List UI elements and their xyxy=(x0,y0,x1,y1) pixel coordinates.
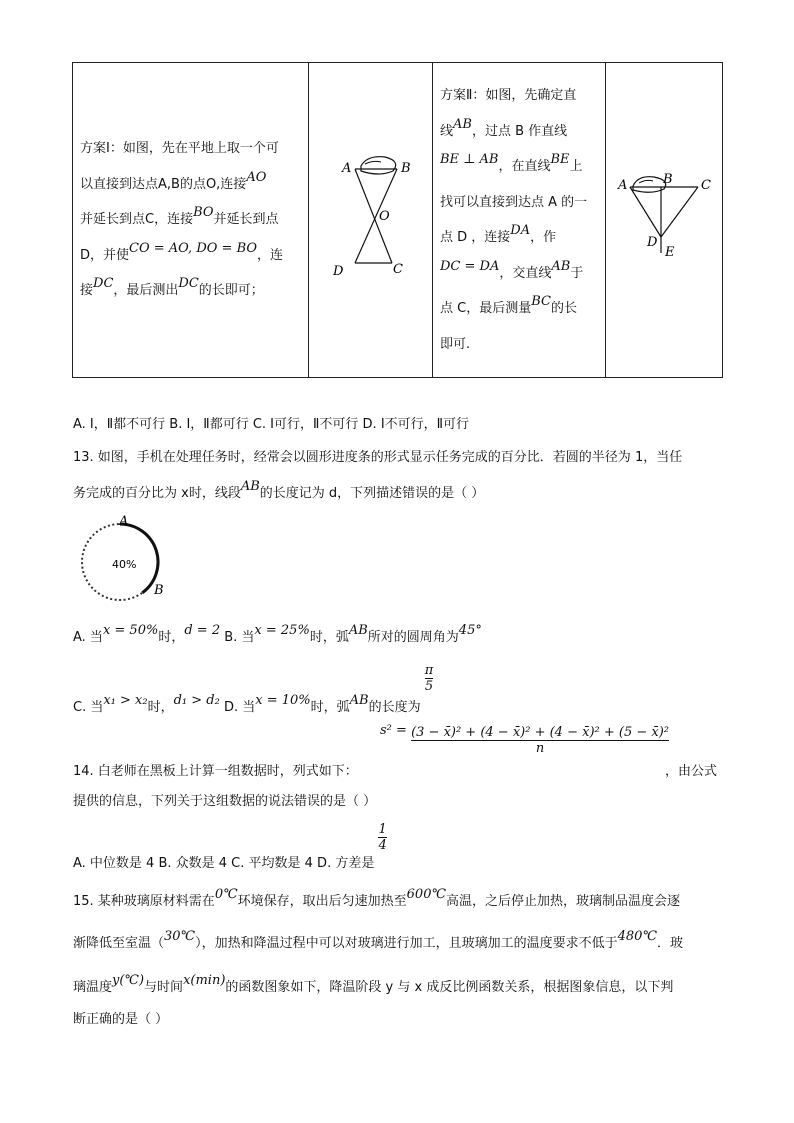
math-dc: DC xyxy=(93,276,114,292)
q15-text: 璃温度 xyxy=(73,980,113,995)
pond-detail xyxy=(365,161,381,164)
q15-text: 环境保存，取出后匀速加热至 xyxy=(237,894,407,909)
label-b: B xyxy=(663,172,673,187)
q15-text: 与时间 xyxy=(144,980,184,995)
label-c: C xyxy=(393,262,403,277)
q14-text: 14. 白老师在黑板上计算一组数据时，列式如下： xyxy=(73,764,358,779)
plan1-figure-cell xyxy=(309,63,433,378)
opt-text: 时，弧 xyxy=(310,700,350,715)
math-ab: AB xyxy=(551,258,571,274)
label-d: D xyxy=(647,235,658,250)
math-y-celsius: y(℃) xyxy=(112,973,145,988)
opt-text: 的长度为 xyxy=(368,700,421,715)
math-480c: 480℃ xyxy=(617,929,657,944)
q13-text: 务完成的百分比为 x时，线段 xyxy=(73,486,241,501)
plan2-text: 点 D ，连接 xyxy=(440,230,511,245)
plan1-text: 方案Ⅰ：如图，先在平地上取一个可 xyxy=(80,141,279,157)
q15-text: 的函数图象如下，降温阶段 y 与 x 成反比例函数关系，根据图象信息，以下判 xyxy=(225,980,674,995)
fraction-numerator: π xyxy=(424,663,434,678)
label-b: B xyxy=(401,161,411,176)
math-x50: x = 50% xyxy=(102,623,159,638)
label-a: A xyxy=(618,178,628,193)
math-d2: d = 2 xyxy=(184,623,221,638)
plan2-figure xyxy=(606,63,721,373)
math-ab: AB xyxy=(240,479,260,494)
math-x10: x = 10% xyxy=(255,693,311,708)
q12-options: A. Ⅰ，Ⅱ都不可行 B. Ⅰ，Ⅱ都可行 C. Ⅰ可行，Ⅱ不可行 D. Ⅰ不可行，Ⅱ可行 xyxy=(73,417,470,432)
plan1-text: ，连 xyxy=(257,247,284,263)
plan2-text: ，过点 B 作直线 xyxy=(471,123,568,139)
opt-text: B. 当 xyxy=(224,630,255,645)
math-x1-gt-x2: x₁ > x₂ xyxy=(103,693,148,708)
plan1-cell xyxy=(73,63,309,378)
math-condition: CO = AO, DO = BO xyxy=(129,240,258,256)
math-dc-eq-da: DC = DA xyxy=(440,258,500,274)
label-d: D xyxy=(333,264,344,279)
label-a: A xyxy=(119,514,129,529)
plan2-text: ，交直线 xyxy=(499,265,552,281)
pond-shape xyxy=(361,157,396,174)
math-600c: 600℃ xyxy=(406,887,447,902)
math-ab: AB xyxy=(348,623,368,638)
math-ao: AO xyxy=(246,169,267,185)
progress-circle-figure xyxy=(72,512,182,612)
math-ab: AB xyxy=(453,116,472,132)
opt-text: 时， xyxy=(147,700,174,715)
q13-text: 的长度记为 d，下列描述错误的是（ ） xyxy=(259,486,485,501)
plan2-figure-cell xyxy=(606,63,723,378)
math-be-perp-ab: BE ⊥ AB xyxy=(440,152,499,167)
plan2-text: 的长 xyxy=(550,301,577,316)
plan2-text: 点 C，最后测量 xyxy=(440,301,532,316)
plan2-text: 上 xyxy=(569,159,583,174)
q13-stem-line1: 13. 如图，手机在处理任务时，经常会以圆形进度条的形式显示任务完成的百分比．若圆的半径为 1，当任 xyxy=(73,450,683,465)
q15-line3 xyxy=(73,973,674,995)
variance-formula xyxy=(380,725,669,756)
q15-text: 高温，之后停止加热，玻璃制品温度会逐 xyxy=(446,894,681,909)
math-x25: x = 25% xyxy=(254,623,310,638)
plan2-text: 即可. xyxy=(440,336,471,352)
label-o: O xyxy=(379,209,390,224)
plan2-text: 方案Ⅱ：如图，先确定直 xyxy=(440,88,577,103)
q15-text: 15. 某种玻璃原材料需在 xyxy=(73,894,215,909)
fraction-denominator: 5 xyxy=(424,679,434,694)
math-45deg: 45° xyxy=(458,623,482,638)
formula-fraction xyxy=(411,725,669,756)
plan1-figure xyxy=(309,63,431,373)
plan2-cell xyxy=(433,63,606,378)
q13-stem-line2 xyxy=(73,479,485,501)
opt-text: A. 当 xyxy=(73,630,103,645)
opt-text: C. 当 xyxy=(73,700,104,715)
q15-text: 渐降低至室温（ xyxy=(73,936,165,951)
q13-options-ab xyxy=(73,623,482,645)
q14-stem-line1 xyxy=(73,760,723,779)
plan1-text: 接 xyxy=(80,283,94,299)
plan1-text: 的长即可； xyxy=(198,283,264,299)
math-ab: AB xyxy=(349,693,369,708)
math-dc: DC xyxy=(178,276,199,292)
progress-percent: 40% xyxy=(112,558,137,571)
formula-numerator: (3 − x̄)² + (4 − x̄)² + (4 − x̄)² + (5 − x̄)² xyxy=(411,725,669,740)
plan1-text: D，并使 xyxy=(80,247,130,263)
plan2-text: 线 xyxy=(440,123,454,139)
math-bc: BC xyxy=(531,294,551,309)
fraction-numerator: 1 xyxy=(378,822,387,837)
formula-lhs: s² = xyxy=(380,723,407,738)
formula-denominator: n xyxy=(411,740,669,756)
q15-line1 xyxy=(73,887,681,909)
math-0c: 0℃ xyxy=(214,887,238,902)
q14-options-text: A. 中位数是 4 B. 众数是 4 C. 平均数是 4 D. 方差是 xyxy=(73,856,375,871)
plan2-text: 找可以直接到达点 A 的一 xyxy=(440,194,588,210)
math-30c: 30℃ xyxy=(164,929,196,944)
segment-cd xyxy=(661,187,698,237)
q15-text: ），加热和降温过程中可以对玻璃进行加工，且玻璃加工的温度要求不低于 xyxy=(195,936,618,951)
plans-table xyxy=(72,62,723,378)
fraction-1-over-4 xyxy=(378,822,386,853)
q14-options xyxy=(73,822,387,871)
math-x-min: x(min) xyxy=(183,973,226,988)
q14-text: ，由公式 xyxy=(665,764,718,779)
opt-text: 所对的圆周角为 xyxy=(367,630,459,645)
math-be: BE xyxy=(550,152,570,167)
opt-text: D. 当 xyxy=(223,700,256,715)
opt-text: 时， xyxy=(158,630,185,645)
label-b: B xyxy=(154,583,164,598)
math-d1-gt-d2: d₁ > d₂ xyxy=(173,693,220,708)
q15-line4: 断正确的是（ ） xyxy=(73,1012,169,1027)
fraction-denominator: 4 xyxy=(378,838,387,853)
plan1-text: 并延长到点 xyxy=(213,212,279,228)
pond-detail xyxy=(639,180,653,183)
plan2-text: ，在直线 xyxy=(498,159,551,174)
plan1-text: 并延长到点C，连接 xyxy=(80,212,194,228)
q14-stem-line2: 提供的信息，下列关于这组数据的说法错误的是（ ） xyxy=(73,794,377,809)
segment-bd xyxy=(355,169,397,263)
label-e: E xyxy=(665,245,675,260)
plan2-text: 于 xyxy=(570,265,584,281)
plan1-text: 以直接到达点A,B的点O,连接 xyxy=(80,176,247,192)
math-da: DA xyxy=(510,223,531,238)
q15-text: ．玻 xyxy=(656,936,683,951)
q13-options-cd xyxy=(73,663,434,715)
segment-ad xyxy=(630,187,661,237)
label-a: A xyxy=(342,161,352,176)
math-bo: BO xyxy=(193,205,214,221)
label-c: C xyxy=(701,178,711,193)
opt-text: 时，弧 xyxy=(309,630,349,645)
fraction-pi-over-5 xyxy=(425,663,434,694)
plan2-text: ，作 xyxy=(530,230,557,245)
plan1-text: ，最后测出 xyxy=(113,283,179,299)
q15-line2 xyxy=(73,929,683,951)
